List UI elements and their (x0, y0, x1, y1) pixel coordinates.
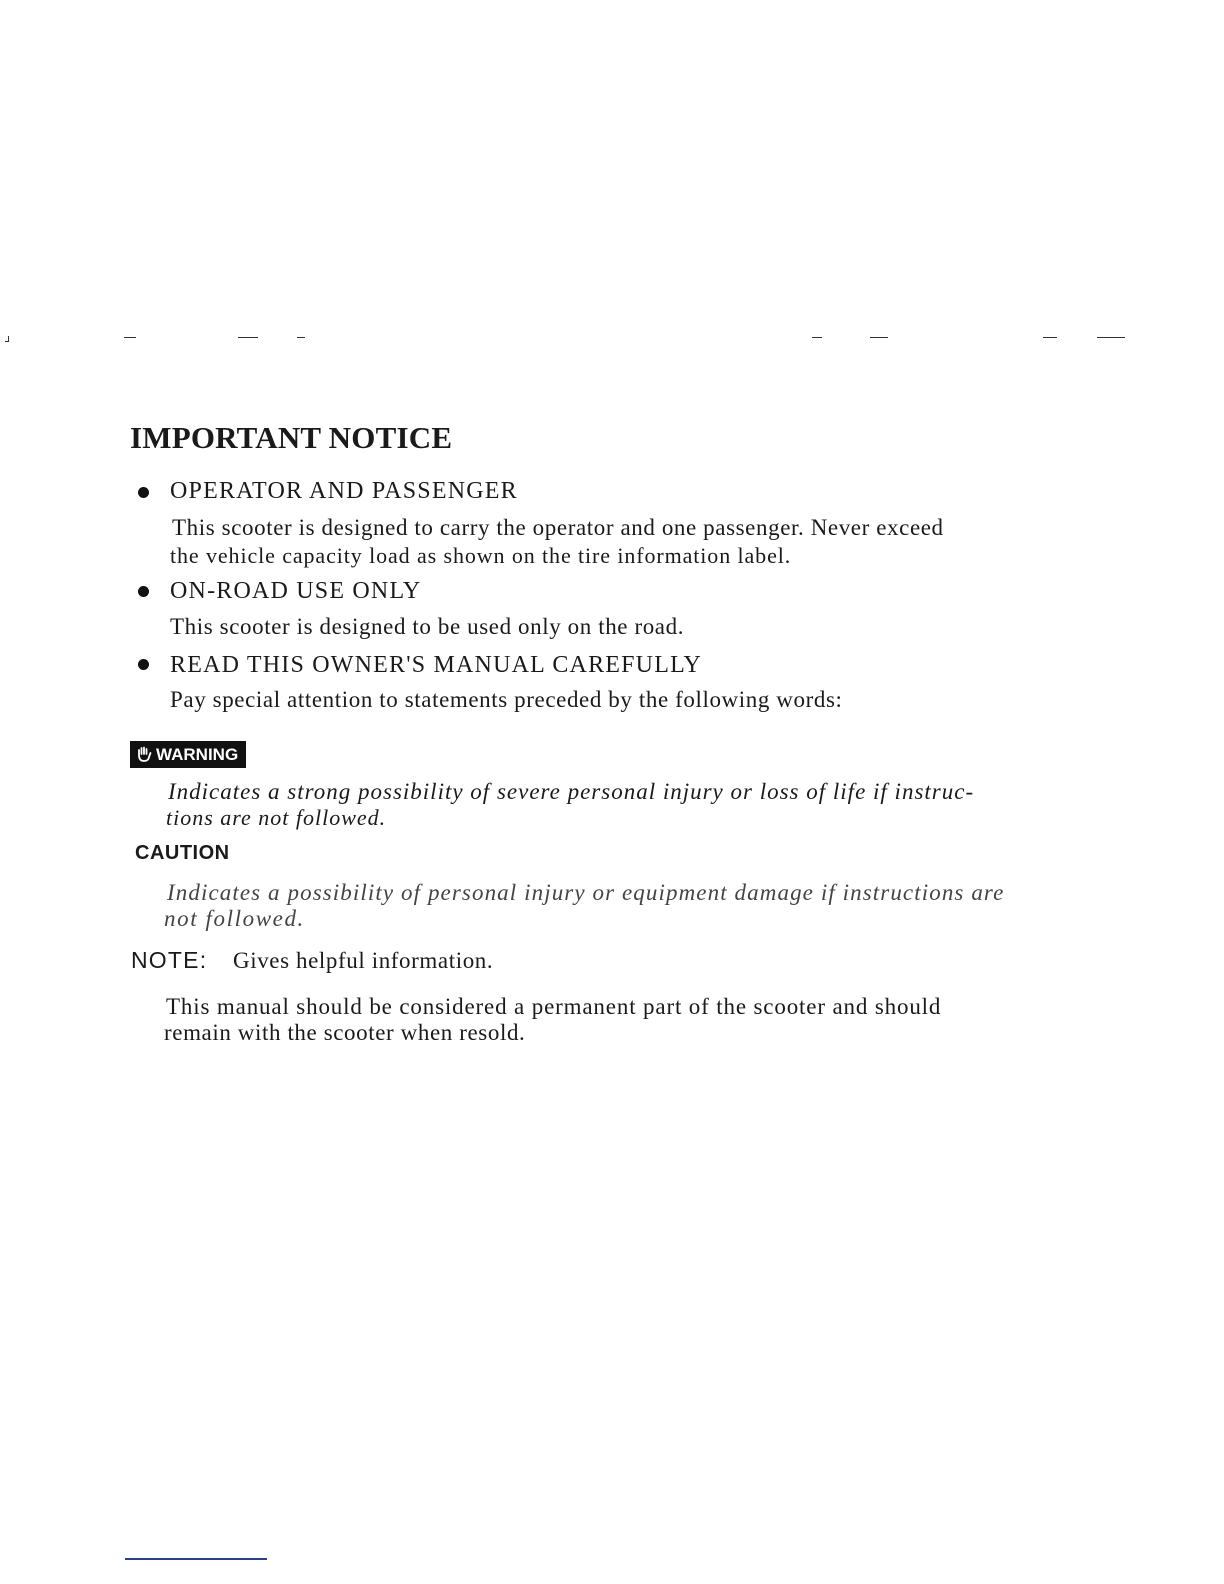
closing-text-line: This manual should be considered a permanent part of the scooter and should (166, 994, 942, 1019)
warning-badge (130, 741, 246, 768)
closing-text-line: remain with the scooter when resold. (164, 1020, 526, 1045)
scan-dash (1097, 337, 1125, 338)
scan-corner-mark (5, 336, 9, 342)
bullet-icon (138, 487, 149, 498)
scan-dash (297, 337, 305, 338)
scan-dash (812, 337, 822, 338)
note-label: NOTE: (131, 947, 208, 973)
warning-text-line: tions are not followed. (166, 805, 387, 830)
page-title: IMPORTANT NOTICE (130, 420, 453, 455)
caution-label: CAUTION (135, 842, 230, 864)
section-heading-read-manual: READ THIS OWNER'S MANUAL CAREFULLY (170, 652, 703, 678)
section-text-line: the vehicle capacity load as shown on the tire information label. (170, 543, 792, 568)
scan-dash (124, 337, 136, 338)
section-heading-on-road: ON-ROAD USE ONLY (170, 578, 422, 604)
caution-text-line: Indicates a possibility of personal injury or equipment damage if instructions are (167, 880, 1005, 905)
section-text-line: This scooter is designed to be used only on the road. (170, 614, 685, 639)
section-text-line: This scooter is designed to carry the operator and one passenger. Never exceed (172, 515, 944, 540)
scan-dash (238, 337, 258, 338)
scan-dash (1043, 337, 1057, 338)
section-heading-operator: OPERATOR AND PASSENGER (170, 478, 518, 504)
hand-warning-icon (136, 746, 152, 763)
bullet-icon (138, 659, 149, 670)
scan-dash (870, 337, 888, 338)
warning-label: WARNING (156, 745, 239, 764)
section-text-line: Pay special attention to statements preceded by the following words: (170, 687, 843, 712)
caution-text-line: not followed. (164, 906, 305, 931)
note-text: Gives helpful information. (233, 948, 494, 973)
warning-text-line: Indicates a strong possibility of severe personal injury or loss of life if instruc- (168, 779, 975, 804)
footer-rule (125, 1558, 267, 1560)
bullet-icon (138, 586, 149, 597)
